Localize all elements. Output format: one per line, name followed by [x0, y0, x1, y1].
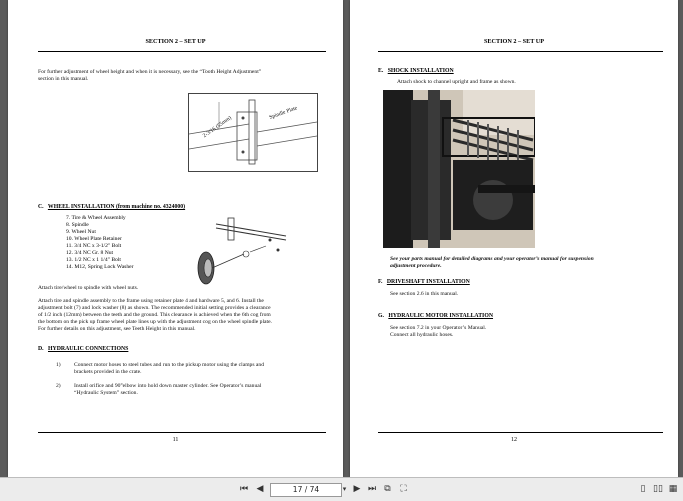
section-g-line-1: See section 7.2 in your Operator’s Manual.	[390, 325, 487, 331]
step-1-number: 1)	[56, 362, 61, 368]
intro-line-1: For further adjustment of wheel height and when it is necessary, see the “Tooth Height Adjustment”	[38, 69, 262, 75]
list-item: 14. M12, Spring Lock Washer	[66, 264, 134, 270]
list-item: 11. 3/4 NC x 3-1/2" Bolt	[66, 243, 122, 249]
section-f-letter: F.	[378, 279, 383, 285]
paragraph-line: For further details on this adjustment, see Teeth Height in this manual.	[38, 326, 196, 332]
section-d-heading	[38, 346, 128, 352]
copy-icon[interactable]: ⧉	[384, 484, 391, 494]
grid-view-icon[interactable]: ▦	[668, 484, 678, 494]
section-header: SECTION 2 – SET UP	[145, 38, 206, 45]
page-number-input[interactable]: 17 / 74	[270, 483, 342, 497]
list-item: 12. 3/4 NC Gr. 8 Nut	[66, 250, 114, 256]
section-e-letter: E.	[378, 68, 384, 74]
step-2-number: 2)	[56, 383, 61, 389]
footer-rule	[378, 432, 663, 433]
note-line-1: See your parts manual for detailed diagrams and your operator’s manual for suspension	[390, 256, 594, 262]
header-rule	[378, 51, 663, 52]
page-number: 11	[172, 437, 179, 443]
single-page-view-icon[interactable]: ▯	[640, 484, 646, 494]
section-g-line-2: Connect all hydraulic hoses.	[390, 332, 454, 338]
page-dropdown-icon[interactable]: ▾	[342, 485, 347, 493]
intro-line-2: section in this manual.	[38, 76, 89, 82]
section-d-title: HYDRAULIC CONNECTIONS	[48, 346, 129, 352]
section-e-title: SHOCK INSTALLATION	[387, 68, 454, 74]
step-1-line-1: Connect motor hoses to steel tubes and run to the pickup motor using the clamps and	[74, 362, 264, 368]
next-page-icon[interactable]: ▶	[353, 484, 361, 494]
paragraph-line: Attach tire and spindle assembly to the frame using retainer plate 4 and hardware 5, and 6. Install the	[38, 298, 264, 304]
shock-installation-photo	[383, 90, 535, 248]
section-c-heading	[38, 204, 185, 210]
wheel-assembly-diagram	[186, 210, 298, 290]
two-page-view-icon[interactable]: ▯▯	[653, 484, 663, 494]
paragraph-line: of 1/2 inch (12mm) between the teeth and the ground. This clearance is achieved when the 6th cog from	[38, 312, 271, 318]
document-page-right	[350, 0, 678, 477]
last-page-icon[interactable]: ⏭	[367, 484, 377, 494]
section-e-heading	[378, 68, 454, 74]
figure-dimension-label: 2-3/16 (55mm)	[201, 115, 233, 140]
step-2-line-1: Install orifice and 90°elbow into hold down master cylinder. See Operator’s manual	[74, 383, 262, 389]
step-1-line-2: brackets provided in the crate.	[74, 369, 142, 375]
list-item: 9. Wheel Nut	[66, 229, 96, 235]
section-header: SECTION 2 – SET UP	[483, 38, 545, 45]
section-f-title: DRIVESHAFT INSTALLATION	[386, 279, 470, 285]
section-g-title: HYDRAULIC MOTOR INSTALLATION	[388, 313, 494, 319]
pdf-viewer-toolbar	[0, 477, 683, 501]
step-2-line-2: “Hydraulic System” section.	[74, 390, 138, 396]
section-f-heading	[378, 279, 470, 285]
footer-rule	[38, 432, 326, 433]
section-f-text: See section 2.6 in this manual.	[390, 291, 459, 297]
section-d-letter: D.	[38, 346, 44, 352]
first-page-icon[interactable]: ⏮	[239, 484, 249, 494]
attach-instruction: Attach tire/wheel to spindle with wheel nuts.	[38, 285, 139, 291]
list-item: 13. 1/2 NC x 1 1/4" Bolt	[66, 257, 121, 263]
spindle-plate-figure	[188, 93, 318, 172]
paragraph-line: the bottom on the pick up frame wheel plate lines up with the adjustment cog on the wheel spindle plate.	[38, 319, 272, 325]
section-e-text: Attach shock to channel upright and frame as shown.	[397, 79, 516, 85]
section-c-letter: C.	[38, 204, 44, 210]
note-line-2: adjustment procedure.	[390, 263, 442, 269]
page-number: 12	[511, 437, 517, 443]
section-g-letter: G.	[378, 313, 384, 319]
crop-icon[interactable]: ⛶	[400, 484, 407, 494]
list-item: 10. Wheel Plate Retainer	[66, 236, 122, 242]
header-rule	[38, 51, 326, 52]
figure-spindle-label: Spindle Plate	[268, 105, 299, 121]
list-item: 7. Tire & Wheel Assembly	[66, 215, 126, 221]
document-page-left	[8, 0, 343, 477]
section-c-title: WHEEL INSTALLATION (from machine no. 4324000)	[47, 204, 186, 210]
paragraph-line: adjustment bolt (7) and lock washer (8) as shown. The recommended initial setting provides a clearance	[38, 305, 271, 311]
list-item: 8. Spindle	[66, 222, 89, 228]
section-g-heading	[378, 313, 493, 319]
previous-page-icon[interactable]: ◀	[256, 484, 264, 494]
